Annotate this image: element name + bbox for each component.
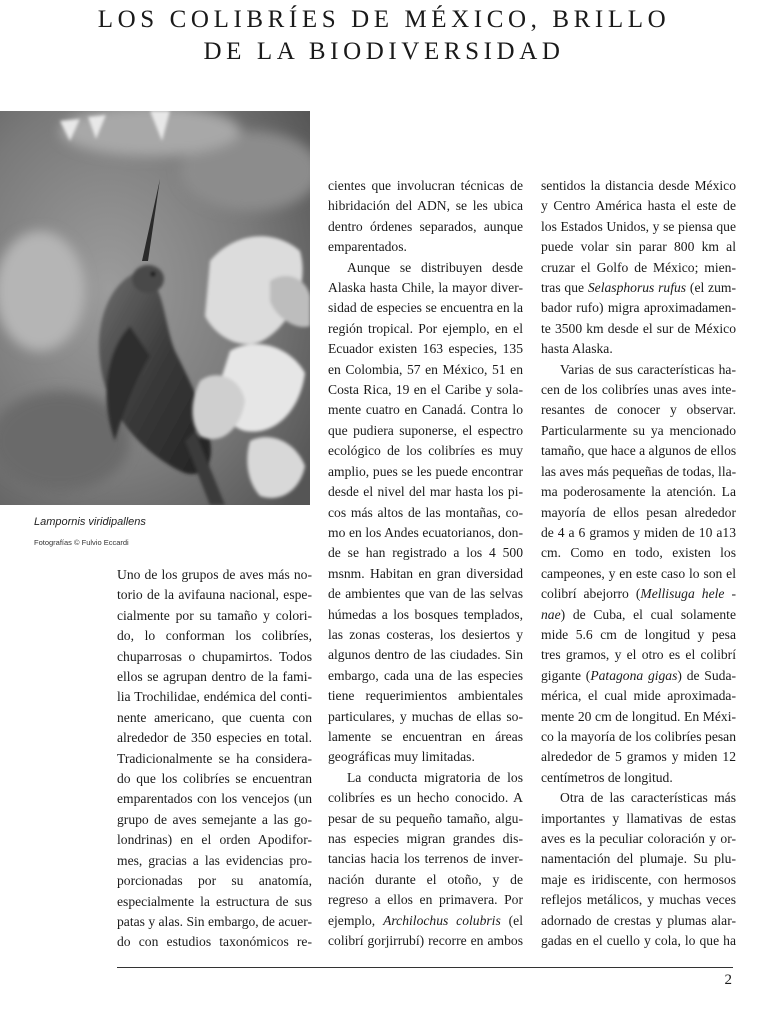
- scientific-name: Archilochus colubris: [383, 912, 501, 928]
- text-line: sidad de especies se encuentra en la: [328, 300, 523, 316]
- text-line: Otra de las características más: [560, 790, 736, 806]
- photo-credit: Fotografías © Fulvio Eccardi: [34, 538, 129, 547]
- text-line: hibridación del ADN, se les ubica: [328, 198, 523, 214]
- text-line: ma poderosamente la atención. La: [541, 484, 736, 500]
- text-line: sentidos la distancia desde México: [541, 178, 736, 193]
- text-line: colibríes es un hecho conocido. A: [328, 790, 523, 806]
- scientific-name: nae: [541, 606, 561, 622]
- text-line: grupo de aves semejante a las go-: [117, 811, 312, 827]
- text-line: pesar de su pequeño tamaño, algu-: [328, 810, 523, 826]
- text-line: reflejos metálicos, y muchas veces: [541, 892, 736, 908]
- text-line: mes, gracias a las evidencias pro-: [117, 852, 312, 868]
- text-line: do, lo conforman los colibríes,: [117, 628, 312, 644]
- text-line: adornado de crestas y plumas alar-: [541, 912, 736, 928]
- text-line: emparentados.: [328, 239, 407, 255]
- article-title: [0, 4, 768, 68]
- text-line: Alaska hasta Chile, la mayor diver-: [328, 280, 523, 296]
- text-line: aves es la peculiar coloración y or-: [541, 831, 736, 846]
- text-line: mo en los Andes ecuatorianos, don-: [328, 524, 523, 540]
- text-line: de se han registrado a los 4 500: [328, 545, 523, 561]
- text-line: algunos dentro de las ciudades. Sin: [328, 647, 523, 663]
- text-line: emparentados con los vencejos (un: [117, 791, 312, 807]
- text-line: tras que Selasphorus rufus (el zum-: [541, 280, 736, 296]
- text-line: húmedas a los bosques templados,: [328, 606, 523, 622]
- text-line: nae) de Cuba, el cual solamente: [541, 606, 736, 622]
- text-line: mide 5.6 cm de longitud y pesa: [541, 626, 736, 642]
- text-line: cos más altos de las montañas, co-: [328, 504, 523, 520]
- text-line: do con estudios taxonómicos re-: [117, 934, 312, 950]
- text-line: te 3500 km desde el sur de México: [541, 320, 736, 336]
- text-line: bador rufo) migra aproximadamen-: [541, 300, 736, 316]
- text-line: importantes y llamativas de estas: [541, 810, 736, 826]
- text-line: de 4 a 6 gramos y miden de 10 a13: [541, 524, 736, 540]
- text-line: lia Trochilidae, endémica del conti-: [117, 689, 312, 705]
- text-line: cialmente por su tamaño y colori-: [117, 607, 312, 623]
- title-line-2: DE LA BIODIVERSIDAD: [203, 38, 565, 65]
- text-line: resantes de conocer y observar.: [541, 402, 736, 418]
- text-line: nación durante el otoño, y de: [328, 871, 523, 887]
- scientific-name: Mellisuga hele -: [640, 586, 736, 602]
- text-line: cruzar el Golfo de México; mien-: [541, 259, 736, 275]
- text-line: dentro órdenes separados, aunque: [328, 218, 523, 234]
- text-line: los Estados Unidos, y se piensa que: [541, 218, 736, 234]
- text-line: colibrí abejorro (Mellisuga hele -: [541, 586, 736, 602]
- text-line: mérica, el cual mide aproximada-: [541, 688, 736, 704]
- footer-rule: [117, 967, 733, 968]
- text-line: puede volar sin parar 800 km al: [541, 239, 736, 255]
- text-line: cm. Como en todo, existen los: [541, 545, 736, 561]
- text-line: de ambientes que van de las selvas: [328, 586, 523, 602]
- text-line: tamaño, que hace a algunos de ellos: [541, 443, 736, 459]
- text-line: mente 20 cm de longitud. En Méxi-: [541, 708, 736, 724]
- text-line: gigante (Patagona gigas) de Suda-: [541, 667, 736, 683]
- text-line: gadas en el cuello y cola, lo que ha: [541, 933, 736, 949]
- text-line: londrinas) en el orden Apodifor-: [117, 832, 312, 848]
- text-line: mayoría de ellos pesan alrededor: [541, 504, 736, 520]
- text-line: patas y alas. Sin embargo, de acuer-: [117, 913, 312, 929]
- text-line: Ecuador existen 163 especies, 135: [328, 341, 523, 357]
- text-line: en Colombia, 57 en México, 51 en: [328, 361, 523, 377]
- scientific-name: Patagona gigas: [590, 667, 678, 683]
- figure-caption: Lampornis viridipallens: [34, 516, 146, 528]
- text-line: co la mayoría de los colibríes pesan: [541, 728, 736, 744]
- text-line: hasta Alaska.: [541, 341, 613, 357]
- page-number: 2: [724, 972, 732, 988]
- text-line: tancias hacia los terrenos de inver-: [328, 851, 523, 867]
- text-line: regreso a ellos en primavera. Por: [328, 892, 523, 908]
- text-line: particulares, y muchas de ellas so-: [328, 708, 523, 724]
- text-line: Costa Rica, 19 en el Caribe y sola-: [328, 382, 523, 398]
- text-line: Particularmente su ya mencionado: [541, 422, 736, 438]
- text-line: torio de la avifauna nacional, espe-: [117, 587, 312, 603]
- text-line: maje es iridiscente, con hermosos: [541, 871, 736, 887]
- text-line: campeones, y en este caso lo son el: [541, 565, 736, 581]
- text-column-3: [541, 176, 736, 951]
- scientific-name: Selasphorus rufus: [587, 280, 687, 296]
- text-line: tiene requerimientos ambientales: [328, 688, 523, 704]
- text-line: Uno de los grupos de aves más no-: [117, 567, 312, 582]
- text-line: centímetros de longitud.: [541, 769, 673, 785]
- text-line: tres gramos, y el otro es el colibrí: [541, 647, 736, 663]
- text-line: y Centro América hasta el este de: [541, 198, 736, 214]
- text-line: alrededor de 350 especies en total.: [117, 730, 312, 746]
- text-line: alrededor de 5 gramos y miden 12: [541, 749, 736, 765]
- text-line: mente cuatro en Canadá. Contra lo: [328, 402, 523, 418]
- text-line: lamente se encuentran en áreas: [328, 728, 523, 744]
- text-column-2: [328, 176, 523, 951]
- text-line: namentación del plumaje. Su plu-: [541, 851, 736, 867]
- text-line: msnm. Habitan en gran diversidad: [328, 565, 523, 581]
- text-line: geográficas muy limitadas.: [328, 749, 475, 765]
- text-line: La conducta migratoria de los: [347, 769, 523, 785]
- text-line: Tradicionalmente se ha considera-: [117, 750, 312, 766]
- text-line: porcionadas por su anatomía,: [117, 873, 312, 889]
- text-line: ejemplo, Archilochus colubris (el: [328, 912, 523, 928]
- text-line: amplio, pues se les puede encontrar: [328, 463, 523, 479]
- text-line: cen de los colibríes unas aves inte-: [541, 382, 736, 398]
- text-line: las zonas costeras, los desiertos y: [328, 626, 523, 642]
- text-line: región tropical. Por ejemplo, en el: [328, 320, 523, 336]
- text-line: do que los colibríes se encuentran: [117, 771, 312, 787]
- text-line: especialmente la estructura de sus: [117, 893, 312, 909]
- text-line: chuparrosas o chupamirtos. Todos: [117, 648, 312, 664]
- text-line: Aunque se distribuyen desde: [347, 259, 523, 275]
- hummingbird-photo: [0, 111, 310, 505]
- text-line: las aves más pequeñas de todas, lla-: [541, 463, 736, 479]
- text-line: cientes que involucran técnicas de: [328, 178, 523, 193]
- text-line: que pudiera suponerse, el espectro: [328, 422, 523, 438]
- text-line: nas especies migran grandes dis-: [328, 831, 523, 846]
- text-line: desde el nivel del mar hasta los pi-: [328, 484, 523, 500]
- text-line: colibrí gorjirrubí) recorre en ambos: [328, 933, 523, 949]
- text-line: Varias de sus características ha-: [560, 361, 736, 377]
- text-line: ellos se agrupan dentro de la fami-: [117, 669, 312, 685]
- text-line: nente americano, que cuenta con: [117, 709, 312, 725]
- text-line: embargo, cada una de las especies: [328, 667, 523, 683]
- text-line: ecológico de los colibríes es muy: [328, 443, 523, 459]
- title-line-1: LOS COLIBRÍES DE MÉXICO, BRILLO: [97, 6, 671, 33]
- text-column-1: [117, 565, 312, 953]
